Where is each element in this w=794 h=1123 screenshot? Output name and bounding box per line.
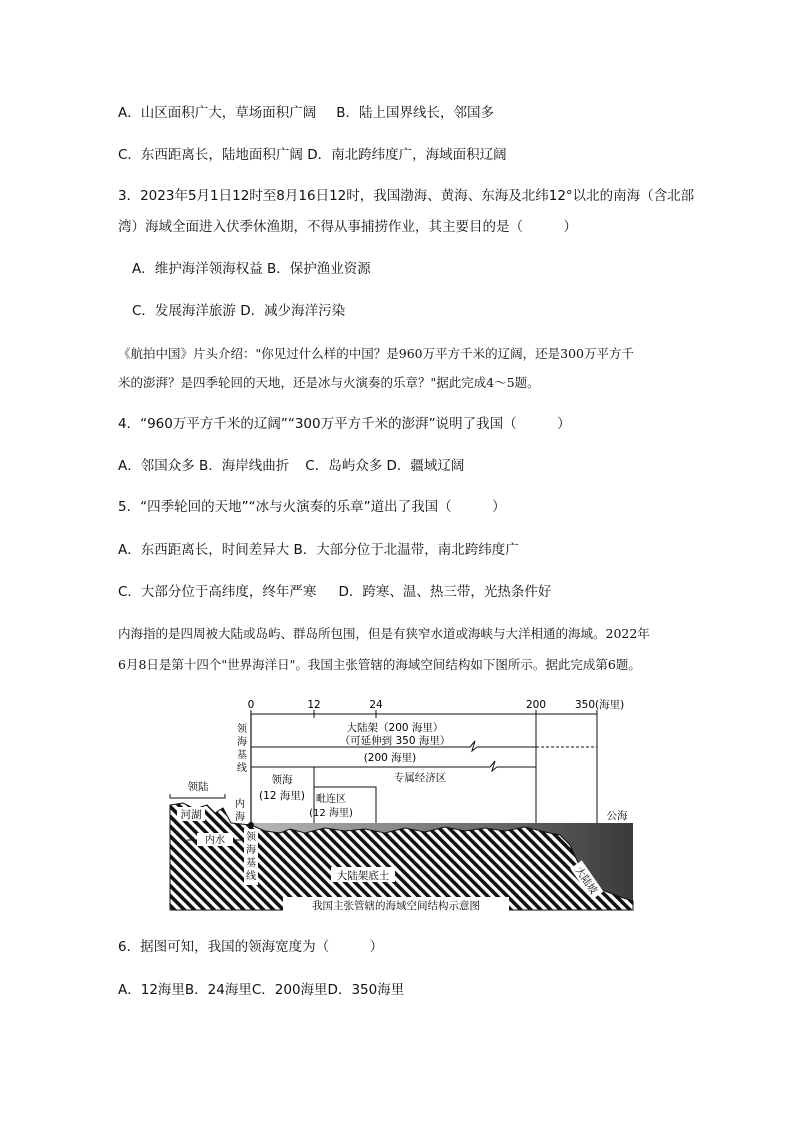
intro-q6-line1: 内海指的是四周被大陆或岛屿、群岛所包围，但是有狭窄水道或海峡与大洋相通的海域。2022年 (118, 626, 650, 641)
q3-options-cd: C．发展海洋旅游 D．减少海洋污染 (132, 303, 346, 319)
baseline-bottom-2: 海 (246, 845, 256, 856)
high-seas-label: 公海 (606, 810, 628, 822)
q5-stem: 5．“四季轮回的天地”“冰与火演奏的乐章”道出了我国（ ） (118, 499, 506, 515)
q5-options-ab: A．东西距离长，时间差异大 B．大部分位于北温带，南北跨纬度广 (118, 542, 519, 558)
q2-options-ab (118, 103, 494, 123)
q4-stem: 4．“960万平方千米的辽阔”“300万平方千米的澎湃”说明了我国（ ） (118, 416, 571, 432)
baseline-bottom-3: 基 (246, 858, 256, 869)
q2-option-c: C．东西距离长，陆地面积广阔 (118, 147, 303, 163)
intro-q4-5-line1: 《航拍中国》片头介绍："你见过什么样的中国？是960万平方千米的辽阔，还是300万平方千 (118, 346, 634, 361)
unit-label: (海里) (595, 699, 625, 711)
contiguous-label: 毗连区 (316, 794, 346, 805)
tick-0: 0 (247, 699, 255, 711)
maritime-zones-diagram (165, 695, 645, 915)
q3-stem-line1: 3．2023年5月1日12时至8月16日12时，我国渤海、黄海、东海及北纬12°以北的南海（含北部 (118, 188, 695, 204)
baseline-label-3: 基 (237, 750, 247, 761)
q4-options-ab: A．邻国众多 B．海岸线曲折 (118, 458, 290, 474)
inner-sea-label-2: 海 (235, 812, 245, 823)
q4-options (118, 456, 464, 476)
baseline-label-1: 领 (237, 724, 247, 735)
territorial-sea-label: 领海 (271, 774, 293, 786)
d200-label: (200 海里) (363, 752, 417, 764)
q6-stem: 6．据图可知，我国的领海宽度为（ ） (118, 939, 384, 955)
baseline-label-2: 海 (237, 737, 247, 748)
q3-options-ab: A．维护海洋领海权益 B．保护渔业资源 (132, 261, 371, 277)
shelf-label: 大陆架（200 海里） (346, 722, 444, 734)
diagram-caption: 我国主张管辖的海域空间结构示意图 (312, 900, 480, 912)
baseline-label-4: 线 (237, 763, 247, 774)
inner-water-label: 内水 (205, 835, 225, 846)
tick-350: 350 (574, 699, 596, 711)
intro-q6-line2: 6月8日是第十四个"世界海洋日"。我国主张管辖的海域空间结构如下图所示。据此完成第6题。 (118, 657, 641, 672)
eez-label: 专属经济区 (393, 772, 447, 784)
shelf-bottom-label: 大陆架底土 (336, 870, 390, 882)
q5-option-d: D．跨寒、温、热三带，光热条件好 (338, 584, 552, 600)
baseline-bottom-1: 领 (246, 832, 256, 843)
tick-24: 24 (369, 699, 383, 711)
q5-options-cd (118, 582, 551, 602)
q5-option-c: C．大部分位于高纬度，终年严寒 (118, 584, 317, 600)
q6-options: A．12海里B．24海里C．200海里D．350海里 (118, 982, 405, 998)
tick-200: 200 (525, 699, 547, 711)
q2-option-b: B．陆上国界线长，邻国多 (336, 105, 495, 121)
contiguous-nm: (12 海里) (309, 808, 353, 819)
q2-options-cd (118, 145, 507, 165)
slope-label: 大陆坡 (572, 865, 599, 897)
inner-sea-label-1: 内 (235, 799, 245, 810)
shelf-ext-label: （可延伸到 350 海里） (339, 735, 451, 747)
baseline-bottom-4: 线 (246, 871, 256, 882)
intro-q4-5-line2: 米的澎湃？是四季轮回的天地，还是冰与火演奏的乐章？"据此完成4～5题。 (118, 375, 540, 390)
q2-option-a: A．山区面积广大，草场面积广阔 (118, 105, 317, 121)
land-label: 领陆 (187, 781, 209, 793)
q3-stem-line2: 湾）海域全面进入伏季休渔期，不得从事捕捞作业，其主要目的是（ ） (118, 219, 577, 235)
q4-options-cd: C．岛屿众多 D．疆域辽阔 (305, 458, 465, 474)
territorial-sea-nm: (12 海里) (259, 790, 305, 802)
q2-option-d: D．南北跨纬度广，海域面积辽阔 (307, 147, 507, 163)
rivers-label: 河湖 (180, 809, 202, 821)
tick-12: 12 (307, 699, 321, 711)
